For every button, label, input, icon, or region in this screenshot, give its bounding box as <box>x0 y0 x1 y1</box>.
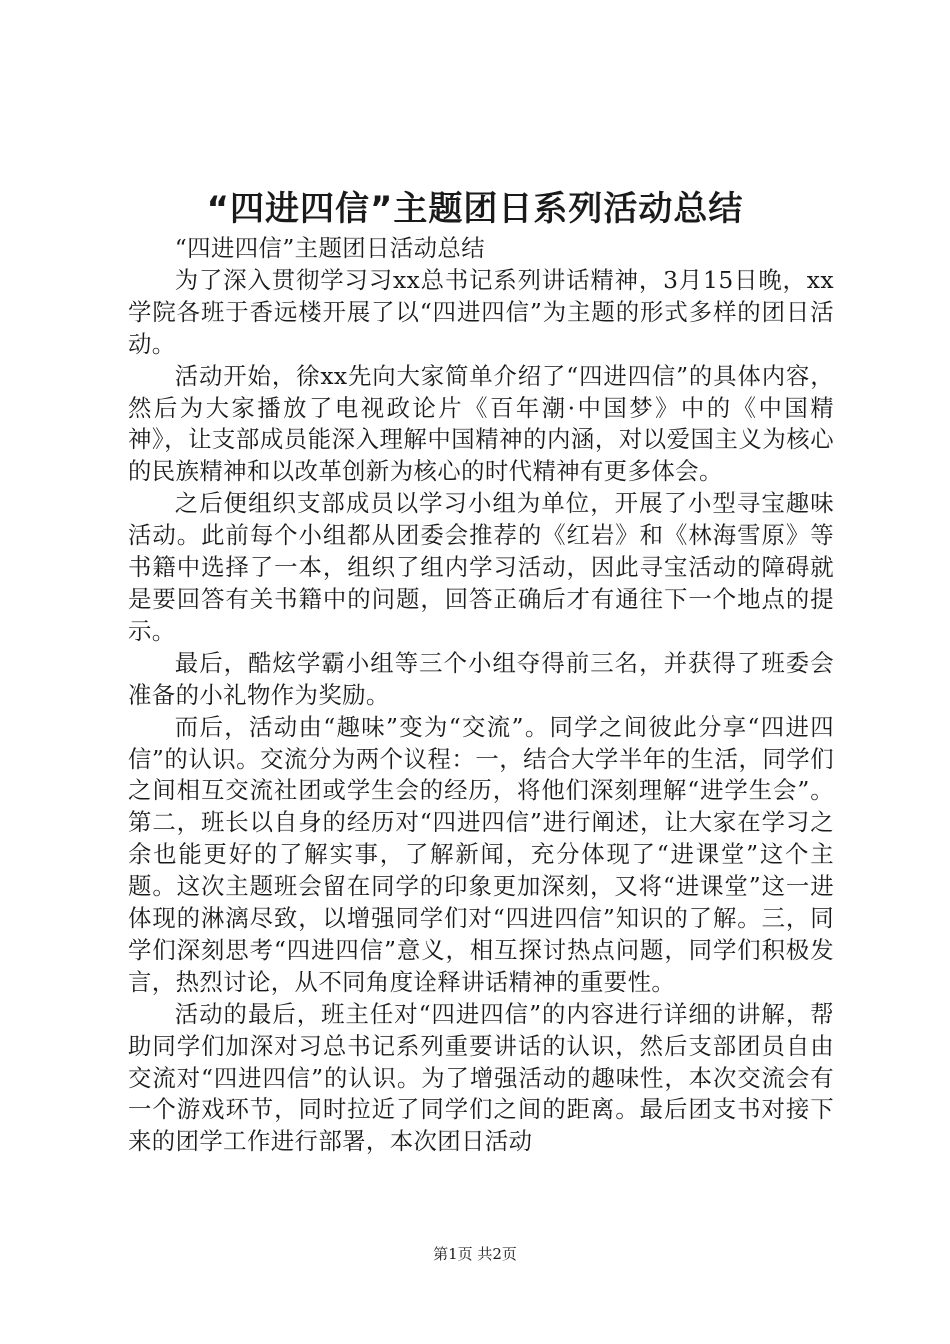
page-number-footer: 第1页 共2页 <box>433 1245 517 1263</box>
paragraph: 活动的最后，班主任对“四进四信”的内容进行详细的讲解，帮助同学们加深对习总书记系列重要讲话的认识，然后支部团员自由交流对“四进四信”的认识。为了增强活动的趣味性，本次交流会有一个游戏环节，同时拉近了同学们之间的距离。最后团支书对接下来的团学工作进行部署，本次团日活动 <box>128 999 834 1156</box>
paragraph-subtitle: “四进四信”主题团日活动总结 <box>174 234 485 262</box>
paragraph: 而后，活动由“趣味”变为“交流”。同学之间彼此分享“四进四信”的认识。交流分为两个议程：一，结合大学半年的生活，同学们之间相互交流社团或学生会的经历，将他们深刻理解“进学生会”。第二，班长以自身的经历对“四进四信”进行阐述，让大家在学习之余也能更好的了解实事，了解新闻，充分体现了“进课堂”这个主题。这次主题班会留在同学的印象更加深刻，又将“进课堂”这一进体现的淋漓尽致，以增强同学们对“四进四信”知识的了解。三，同学们深刻思考“四进四信”意义，相互探讨热点问题，同学们积极发言，热烈讨论，从不同角度诠释讲话精神的重要性。 <box>128 712 834 996</box>
document-title: “四进四信”主题团日系列活动总结 <box>206 189 744 229</box>
document-body <box>128 233 834 1158</box>
paragraph: 活动开始，徐xx先向大家简单介绍了“四进四信”的具体内容，然后为大家播放了电视政论片《百年潮·中国梦》中的《中国精神》，让支部成员能深入理解中国精神的内涵，对以爱国主义为核心的民族精神和以改革创新为核心的时代精神有更多体会。 <box>128 361 834 486</box>
paragraph: 之后便组织支部成员以学习小组为单位，开展了小型寻宝趣味活动。此前每个小组都从团委会推荐的《红岩》和《林海雪原》等书籍中选择了一本，组织了组内学习活动，因此寻宝活动的障碍就是要回答有关书籍中的问题，回答正确后才有通往下一个地点的提示。 <box>128 489 834 645</box>
paragraph: 为了深入贯彻学习习xx总书记系列讲话精神，3月15日晚，xx学院各班于香远楼开展了以“四进四信”为主题的形式多样的团日活动。 <box>128 265 834 358</box>
paragraph: 最后，酷炫学霸小组等三个小组夺得前三名，并获得了班委会准备的小礼物作为奖励。 <box>128 648 834 709</box>
